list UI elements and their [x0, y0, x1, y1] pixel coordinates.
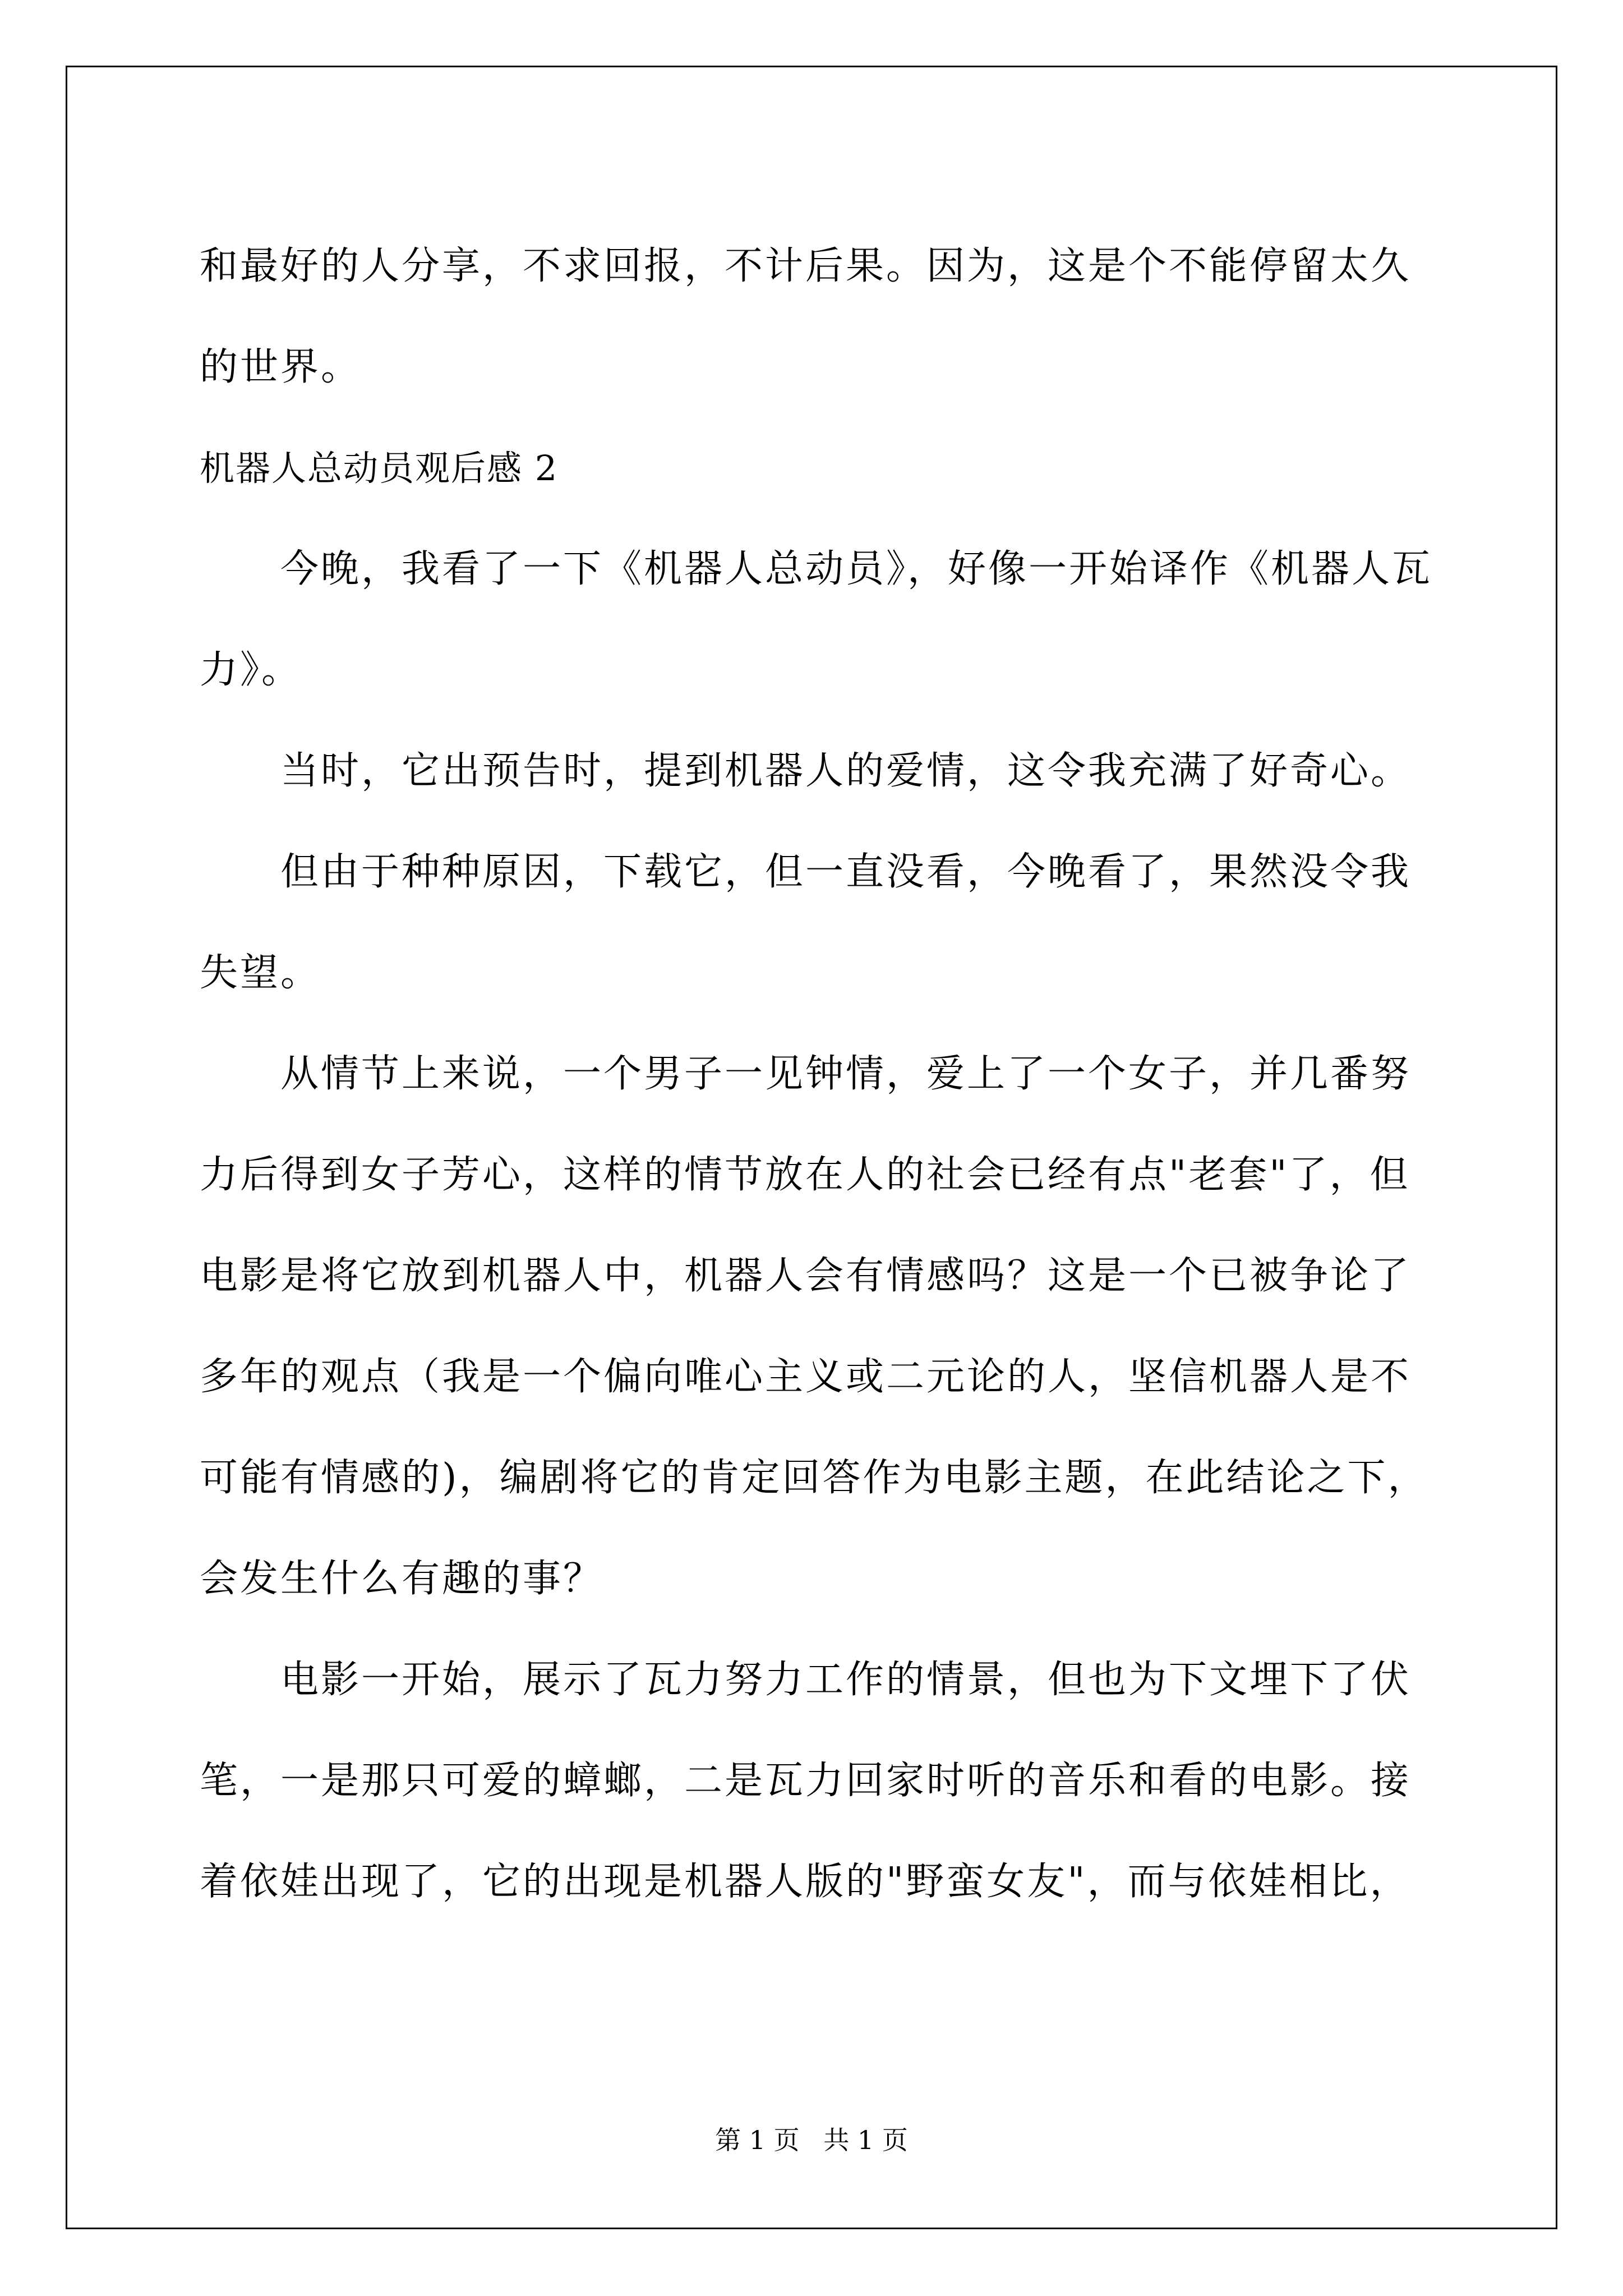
paragraph-start: 但由于种种原因，下载它，但一直没看，今晚看了，果然没令我 [280, 850, 1412, 894]
paragraph-start: 今晚，我看了一下《机器人总动员》，好像一开始译作《机器人瓦 [280, 547, 1433, 591]
section-title: 机器人总动员观后感 2 [200, 448, 559, 489]
text-line: 的世界。 [200, 345, 362, 389]
paragraph-start: 电影一开始，展示了瓦力努力工作的情景，但也为下文埋下了伏 [280, 1658, 1412, 1702]
text-line: 会发生什么有趣的事？ [200, 1557, 604, 1601]
text-line: 笔，一是那只可爱的蟑螂，二是瓦力回家时听的音乐和看的电影。接 [200, 1759, 1412, 1803]
document-body [200, 216, 1461, 1932]
page-number: 第 1 页 [715, 2125, 800, 2155]
paragraph-start: 当时，它出预告时，提到机器人的爱情，这令我充满了好奇心。 [280, 749, 1412, 793]
text-line: 电影是将它放到机器人中，机器人会有情感吗？这是一个已被争论了 [200, 1254, 1412, 1298]
text-line: 力后得到女子芳心，这样的情节放在人的社会已经有点"老套"了，但 [200, 1153, 1410, 1197]
text-line: 多年的观点（我是一个偏向唯心主义或二元论的人，坚信机器人是不 [200, 1355, 1412, 1399]
text-line: 着依娃出现了，它的出现是机器人版的"野蛮女友"，而与依娃相比， [200, 1860, 1410, 1904]
text-line: 失望。 [200, 951, 321, 995]
text-line: 力》。 [200, 648, 302, 692]
text-line: 可能有情感的)，编剧将它的肯定回答作为电影主题，在此结论之下， [200, 1456, 1428, 1500]
paragraph-start: 从情节上来说，一个男子一见钟情，爱上了一个女子，并几番努 [280, 1052, 1412, 1096]
page-footer [0, 2123, 1623, 2157]
text-line: 和最好的人分享，不求回报，不计后果。因为，这是个不能停留太久 [200, 244, 1412, 288]
page-total: 共 1 页 [823, 2125, 908, 2155]
